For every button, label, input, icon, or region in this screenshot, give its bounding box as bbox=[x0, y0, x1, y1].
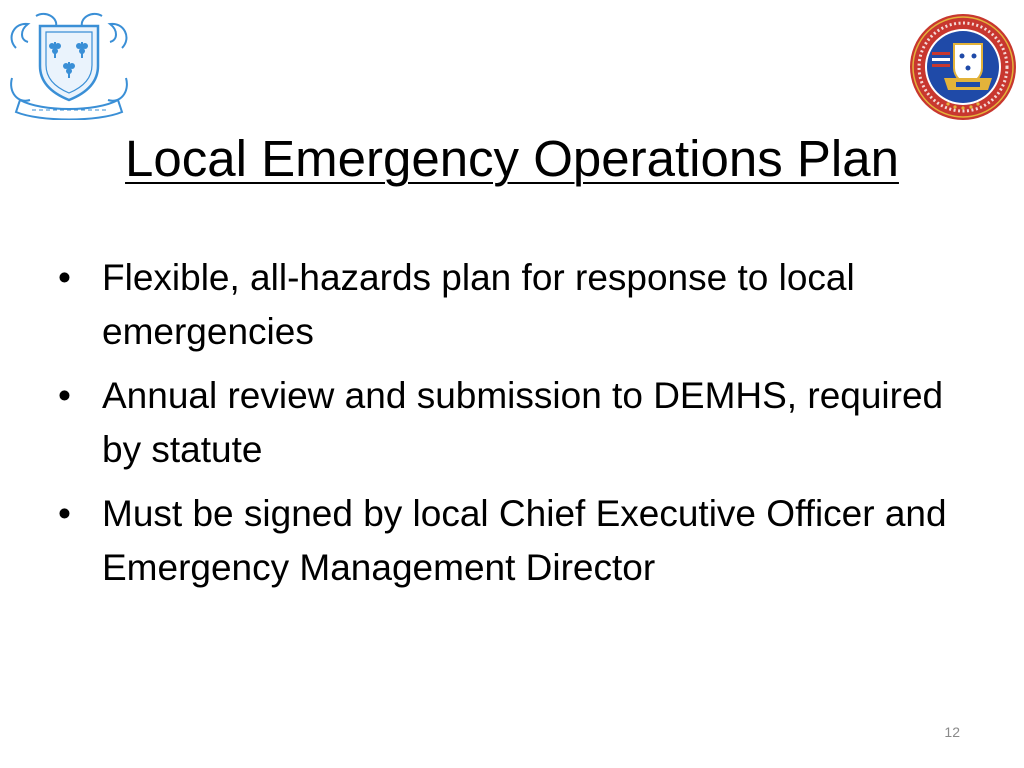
demhs-seal-icon bbox=[908, 12, 1018, 122]
bullet-marker: • bbox=[58, 375, 71, 416]
list-item bbox=[58, 251, 978, 359]
list-item bbox=[58, 369, 978, 477]
bullet-list bbox=[58, 251, 978, 605]
slide-number: 12 bbox=[944, 724, 960, 740]
bullet-text: Must be signed by local Chief Executive Officer and Emergency Management Director bbox=[102, 493, 947, 588]
list-item bbox=[58, 487, 978, 595]
bullet-text: Flexible, all-hazards plan for response to local emergencies bbox=[102, 257, 855, 352]
bullet-marker: • bbox=[58, 493, 71, 534]
bullet-text: Annual review and submission to DEMHS, required by statute bbox=[102, 375, 944, 470]
bullet-marker: • bbox=[58, 257, 71, 298]
slide-title: Local Emergency Operations Plan bbox=[125, 130, 899, 187]
connecticut-state-seal-icon bbox=[6, 8, 132, 120]
